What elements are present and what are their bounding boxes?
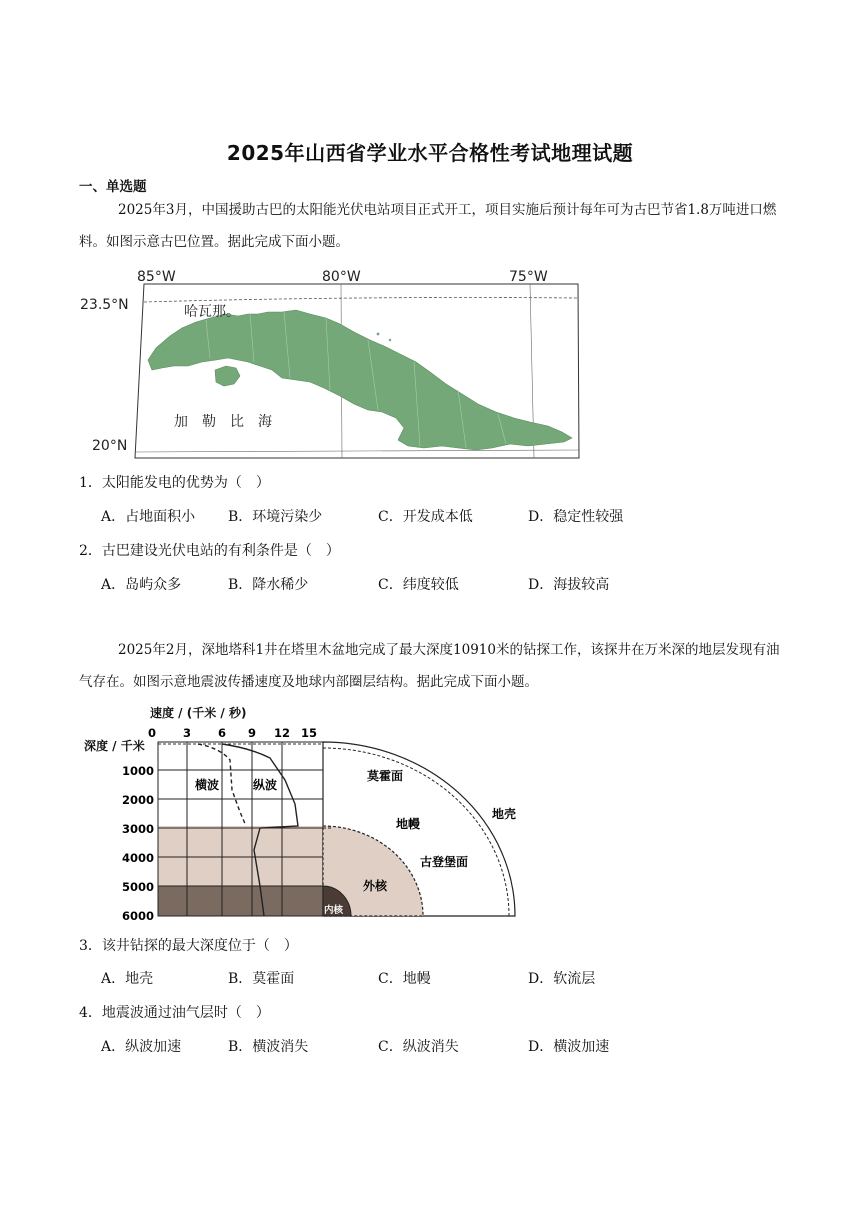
question-1: 1．太阳能发电的优势为（ ）: [79, 475, 270, 491]
q4-option-a[interactable]: A．纵波加速: [101, 1039, 182, 1055]
seismic-chart: [80, 700, 530, 930]
label-mantle: 地幔: [396, 817, 421, 831]
depth-tick-6000: 6000: [121, 909, 154, 923]
speed-tick-15: 15: [300, 726, 318, 740]
q2-option-a[interactable]: A．岛屿众多: [101, 577, 182, 593]
outer-core-band: [158, 826, 323, 886]
speed-tick-3: 3: [182, 726, 192, 740]
p-wave-label: 纵波: [253, 778, 278, 792]
tropic-line: [144, 298, 578, 303]
question-3-options: [101, 968, 801, 988]
question-1-options: [101, 506, 801, 526]
passage-cuba: 2025年3月，中国援助古巴的太阳能光伏电站项目正式开工，项目实施后预计每年可为古巴节省1.8万吨进口燃料。如图示意古巴位置。据此完成下面小题。: [79, 202, 777, 250]
speed-tick-9: 9: [247, 726, 257, 740]
lon-label-80: 80°W: [322, 269, 361, 285]
depth-tick-1000: 1000: [121, 764, 154, 778]
question-4-options: [101, 1036, 801, 1056]
q1-option-c[interactable]: C．开发成本低: [378, 509, 473, 525]
q2-option-d[interactable]: D．海拔较高: [528, 577, 610, 593]
parallel-20: [135, 450, 579, 452]
q2-option-c[interactable]: C．纬度较低: [378, 577, 459, 593]
label-crust: 地壳: [492, 807, 517, 821]
passage-well: 2025年2月，深地塔科1井在塔里木盆地完成了最大深度10910米的钻探工作，该探井在万米深的地层发现有油气存在。如图示意地震波传播速度及地球内部圈层结构。据此完成下面小题。: [79, 642, 780, 690]
cuba-map: [78, 262, 598, 464]
q1-option-a[interactable]: A．占地面积小: [101, 509, 196, 525]
isla-juventud: [215, 366, 240, 386]
q4-option-c[interactable]: C．纵波消失: [378, 1039, 459, 1055]
page-title: 2025年山西省学业水平合格性考试地理试题: [226, 141, 634, 165]
q2-option-b[interactable]: B．降水稀少: [228, 577, 309, 593]
q1-option-d[interactable]: D．稳定性较强: [528, 509, 624, 525]
lat-label-20: 20°N: [92, 438, 128, 454]
question-4: 4．地震波通过油气层时（ ）: [79, 1005, 270, 1021]
depth-tick-3000: 3000: [121, 822, 154, 836]
q3-option-b[interactable]: B．莫霍面: [228, 971, 295, 987]
question-2: 2．古巴建设光伏电站的有利条件是（ ）: [79, 543, 340, 559]
label-inner-core: 内核: [324, 905, 344, 916]
depth-tick-5000: 5000: [121, 880, 154, 894]
sea-label: 加 勒 比 海: [174, 414, 272, 430]
section-heading: 一、单选题: [79, 179, 147, 195]
inner-core-band: [158, 886, 323, 916]
depth-tick-4000: 4000: [121, 851, 154, 865]
speed-tick-6: 6: [217, 726, 227, 740]
lat-label-23-5: 23.5°N: [80, 297, 129, 313]
question-2-options: [101, 574, 801, 594]
q3-option-a[interactable]: A．地壳: [101, 971, 154, 987]
q3-option-c[interactable]: C．地幔: [378, 971, 431, 987]
speed-axis-label: 速度 / (千米 / 秒): [150, 706, 247, 720]
depth-tick-2000: 2000: [121, 793, 154, 807]
speed-tick-12: 12: [273, 726, 291, 740]
q1-option-b[interactable]: B．环境污染少: [228, 509, 323, 525]
lon-label-85: 85°W: [137, 269, 176, 285]
label-gutenberg: 古登堡面: [420, 855, 469, 869]
q4-option-b[interactable]: B．横波消失: [228, 1039, 309, 1055]
label-outer-core: 外核: [363, 879, 388, 893]
label-moho: 莫霍面: [367, 769, 404, 783]
depth-axis-label: 深度 / 千米: [84, 739, 145, 753]
q4-option-d[interactable]: D．横波加速: [528, 1039, 610, 1055]
city-havana: 哈瓦那。: [184, 304, 240, 320]
lon-label-75: 75°W: [509, 269, 548, 285]
question-3: 3．该井钻探的最大深度位于（ ）: [79, 938, 298, 954]
q3-option-d[interactable]: D．软流层: [528, 971, 596, 987]
s-wave-label: 横波: [195, 778, 220, 792]
speed-tick-0: 0: [147, 726, 157, 740]
